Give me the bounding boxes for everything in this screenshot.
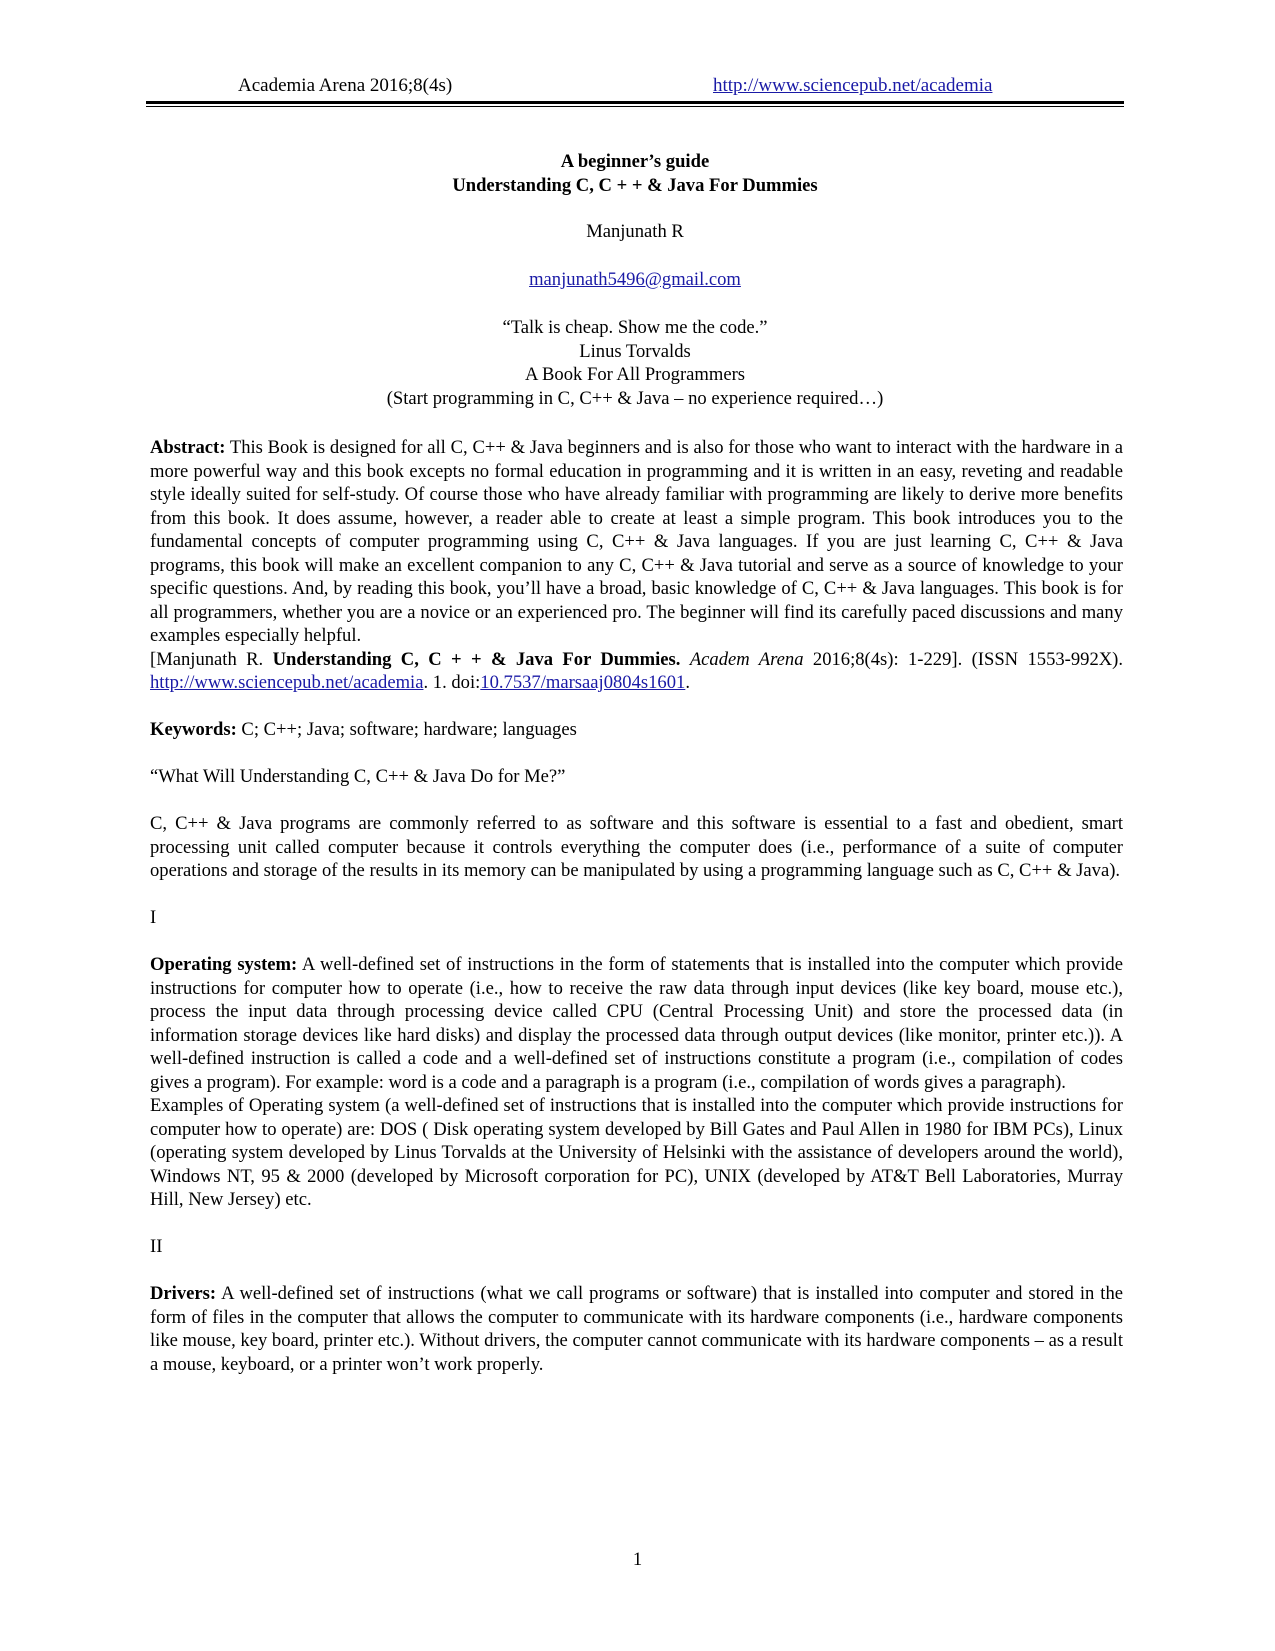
author-name: Manjunath R bbox=[586, 221, 684, 242]
section-numeral-1: I bbox=[150, 907, 157, 928]
section-numeral-2: II bbox=[150, 1236, 163, 1257]
running-header bbox=[146, 74, 1124, 98]
doi-link[interactable]: 10.7537/marsaaj0804s1601 bbox=[480, 672, 686, 693]
book-note: (Start programming in C, C++ & Java – no experience required…) bbox=[386, 387, 884, 409]
intro-paragraph: C, C++ & Java programs are commonly referred to as software and this software is essential to a fast and obedient, smart processing unit called computer because it controls everything the computer does (i.e., performance of a suite of computer operations and storage of the results in its memory can be manipulated by using a programming language such as C, C++ & Java). bbox=[150, 813, 1123, 881]
title-block bbox=[146, 150, 1124, 197]
header-rule-thick bbox=[146, 101, 1124, 104]
page-number: 1 bbox=[632, 1549, 643, 1570]
drivers-label: Drivers: bbox=[150, 1283, 217, 1304]
drivers-paragraph: Drivers: A well-defined set of instructions (what we call programs or software) that is installed into computer and stored in the form of files in the computer that allows the computer to communicate with its hardware components (i.e., hardware components like mouse, key board, printer etc.). Without drivers, the computer cannot communicate with its hardware components – as a result a mouse, keyboard, or a printer won’t work properly. bbox=[150, 1283, 1123, 1375]
quote-attribution: Linus Torvalds bbox=[579, 340, 691, 362]
citation-journal: Academ Arena bbox=[689, 648, 804, 670]
epigraph bbox=[146, 316, 1124, 410]
article-body bbox=[150, 436, 1123, 1376]
abstract-paragraph bbox=[150, 436, 1123, 648]
journal-name: Academia Arena 2016;8(4s) bbox=[238, 75, 453, 96]
title-line-1: A beginner’s guide bbox=[560, 151, 710, 172]
abstract-label: Abstract: bbox=[150, 437, 226, 458]
journal-url-link[interactable]: http://www.sciencepub.net/academia bbox=[713, 75, 993, 96]
keywords-label: Keywords: bbox=[150, 719, 237, 740]
header-rule-thin bbox=[146, 106, 1124, 107]
citation-title: Understanding C, C + + & Java For Dummies. bbox=[272, 648, 681, 670]
author-email-link[interactable]: manjunath5496@gmail.com bbox=[529, 269, 741, 290]
book-subtitle: A Book For All Programmers bbox=[524, 364, 746, 385]
operating-system-label: Operating system: bbox=[150, 954, 298, 975]
section-question: “What Will Understanding C, C++ & Java Do for Me?” bbox=[150, 766, 566, 787]
abstract-text: This Book is designed for all C, C++ & Java beginners and is also for those who want to interact with the hardware in a more powerful way and this book excepts no formal education in programming and it is written in an easy, reveting and readable style ideally suited for self-study. Of course those who have already familiar with programming are likely to derive more benefits from this book. It does assume, however, a reader able to create at least a simple program. This book introduces you to the fundamental concepts of computer programming using C, C++ & Java languages. If you are just learning C, C++ & Java programs, this book will make an excellent companion to any C, C++ & Java tutorial and serve as a source of knowledge to your specific questions. And, by reading this book, you’ll have a broad, basic knowledge of C, C++ & Java languages. This book is for all programmers, whether you are a novice or an experienced pro. The beginner will find its carefully paced discussions and many examples especially helpful. bbox=[150, 437, 1124, 646]
quote-text: “Talk is cheap. Show me the code.” bbox=[502, 317, 768, 338]
keywords bbox=[150, 718, 1123, 742]
operating-system-examples: Examples of Operating system (a well-defined set of instructions that is installed into the computer which provide instructions for computer how to operate) are: DOS ( Disk operating system developed by Bill Gates and Paul Allen in 1980 for IBM PCs), Linux (operating system developed by Linus Torvalds at the University of Helsinki with the assistance of developers around the world), Windows NT, 95 & 2000 (developed by Microsoft corporation for PC), UNIX (developed by AT&T Bell Laboratories, Murray Hill, New Jersey) etc. bbox=[150, 1095, 1123, 1210]
title-line-2: Understanding C, C + + & Java For Dummies bbox=[452, 174, 818, 196]
keywords-text: C; C++; Java; software; hardware; languages bbox=[241, 719, 577, 740]
operating-system-paragraph: Operating system: A well-defined set of instructions in the form of statements that is installed into the computer which provide instructions for computer how to operate (i.e., how to receive the raw data through input devices (like key board, mouse etc.), process the input data through processing device called CPU (Central Processing Unit) and store the processed data (in information storage devices like hard disks) and display the processed data through output devices (like monitor, printer etc.)). A well-defined instruction is called a code and a well-defined set of instructions constitute a program (i.e., compilation of codes gives a program). For example: word is a code and a paragraph is a program (i.e., compilation of words gives a paragraph). bbox=[150, 954, 1123, 1093]
citation: [Manjunath R. Understanding C, C + + & Java For Dummies. Academ Arena 2016;8(4s): 1-229]. (ISSN 1553-992X). http://www.sciencepub.net/academia. 1. doi:10.7537/marsaaj0804s1601. bbox=[150, 648, 1124, 693]
citation-url-link[interactable]: http://www.sciencepub.net/academia bbox=[150, 672, 424, 693]
